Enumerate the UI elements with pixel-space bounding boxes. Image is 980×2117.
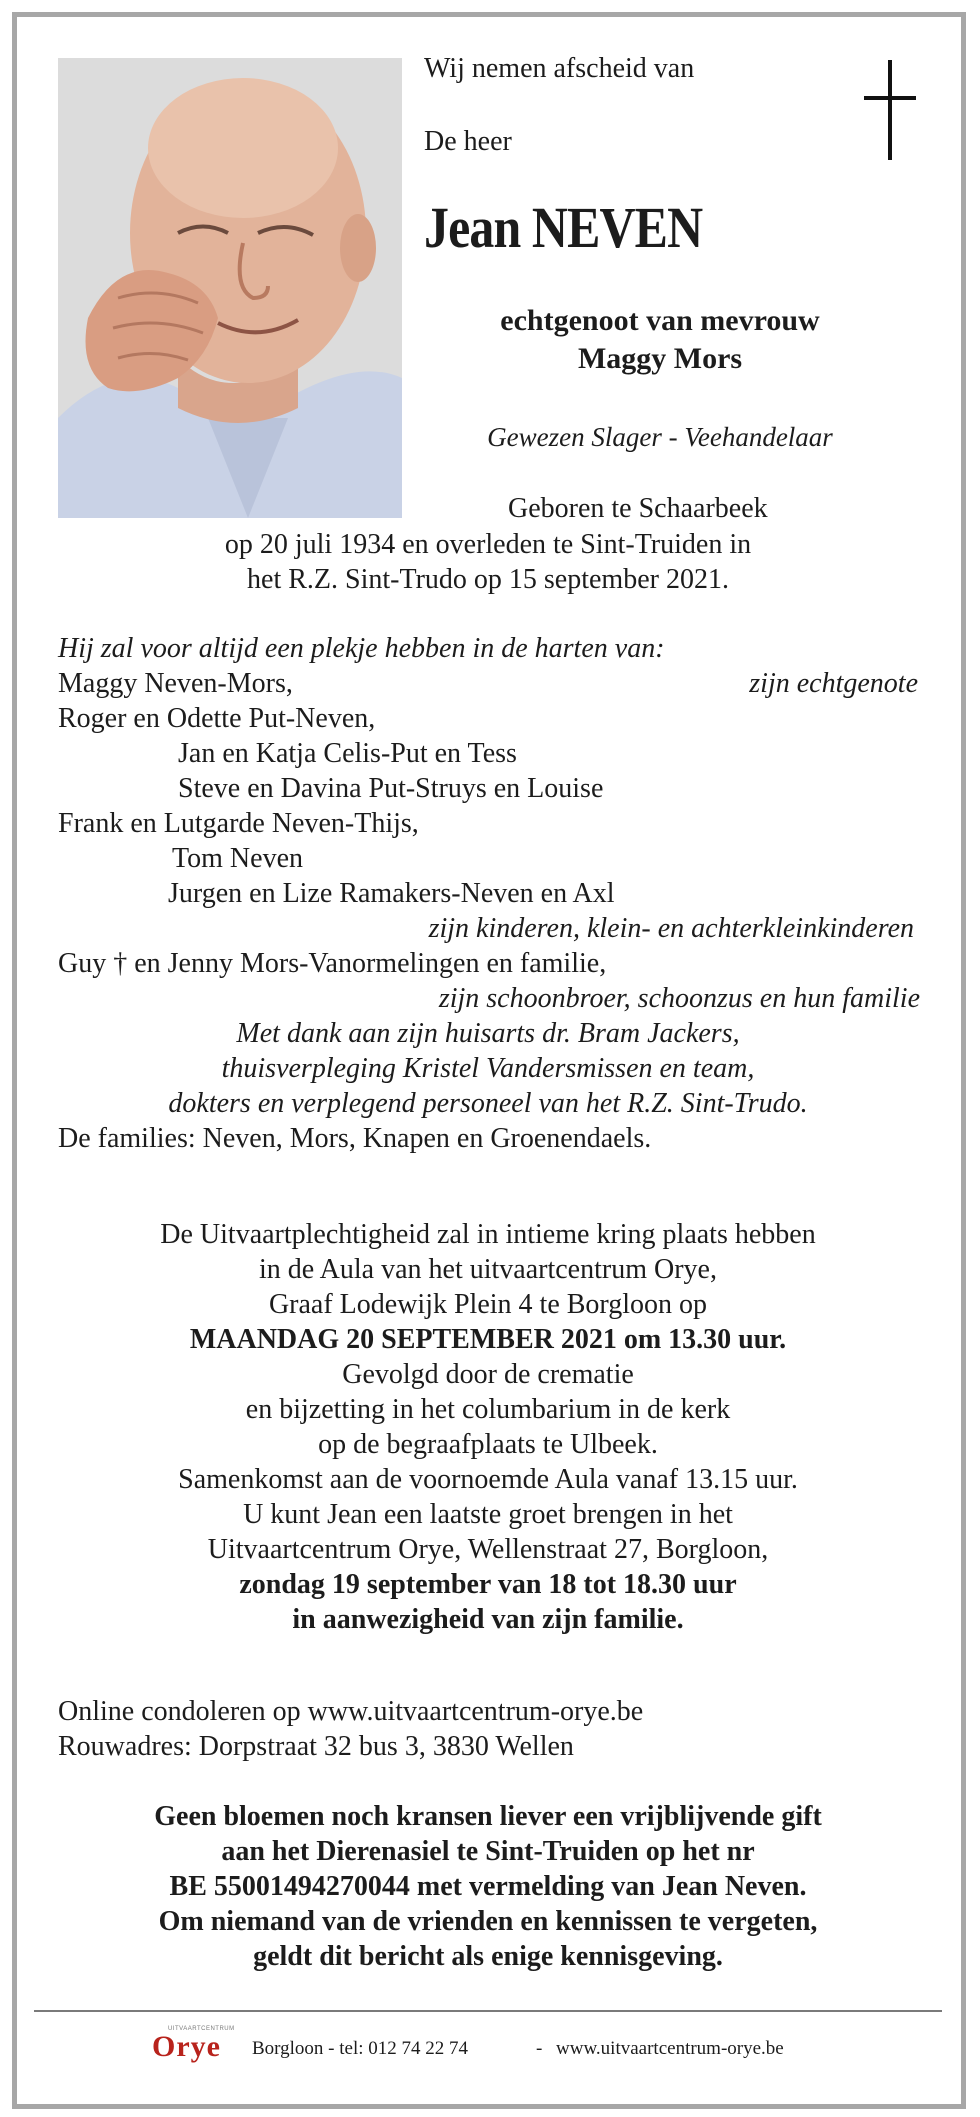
orye-logo	[152, 2026, 235, 2070]
thanks-line-1: Met dank aan zijn huisarts dr. Bram Jackers,	[236, 1018, 740, 1049]
deceased-name: Jean NEVEN	[424, 195, 703, 260]
funeral-line-7: op de begraafplaats te Ulbeek.	[318, 1429, 658, 1460]
funeral-line-10: Uitvaartcentrum Orye, Wellenstraat 27, Borgloon,	[207, 1534, 769, 1565]
logo-wordmark: Orye	[152, 2030, 221, 2063]
in-laws: Guy † en Jenny Mors-Vanormelingen en familie,	[58, 948, 607, 979]
visitation-line-1: zondag 19 september van 18 tot 18.30 uur	[239, 1569, 737, 1600]
portrait-photo	[58, 58, 402, 518]
thanks-line-3: dokters en verplegend personeel van het R.Z. Sint-Trudo.	[168, 1088, 808, 1119]
footer-phone: Borgloon - tel: 012 74 22 74	[252, 2038, 469, 2059]
funeral-line-9: U kunt Jean een laatste groet brengen in het	[243, 1499, 733, 1530]
funeral-line-5: Gevolgd door de crematie	[342, 1359, 634, 1390]
grandchild-1: Jan en Katja Celis-Put en Tess	[178, 738, 517, 769]
spouse-line-1: echtgenoot van mevrouw	[500, 304, 820, 337]
funeral-line-3: Graaf Lodewijk Plein 4 te Borgloon op	[268, 1289, 708, 1320]
visitation-line-2: in aanwezigheid van zijn familie.	[292, 1604, 684, 1635]
families-line: De families: Neven, Mors, Knapen en Groenendaels.	[58, 1123, 652, 1154]
child-1: Roger en Odette Put-Neven,	[58, 703, 376, 734]
footer-divider	[34, 2010, 942, 2012]
grandchild-3: Tom Neven	[172, 843, 304, 874]
funeral-date: MAANDAG 20 SEPTEMBER 2021 om 13.30 uur.	[189, 1324, 787, 1355]
notice-line-3: BE 55001494270044 met vermelding van Jean Neven.	[169, 1871, 807, 1902]
spouse-name: Maggy Neven-Mors,	[58, 668, 293, 699]
notice-line-5: geldt dit bericht als enige kennisgeving.	[253, 1941, 723, 1972]
birth-line-2: op 20 juli 1934 en overleden te Sint-Truiden in	[224, 529, 752, 560]
notice-line-1: Geen bloemen noch kransen liever een vrijblijvende gift	[154, 1801, 822, 1832]
notice-line-4: Om niemand van de vrienden en kennissen te vergeten,	[158, 1906, 818, 1937]
thanks-line-2: thuisverpleging Kristel Vandersmissen en team,	[221, 1053, 755, 1084]
funeral-line-2: in de Aula van het uitvaartcentrum Orye,	[259, 1254, 717, 1285]
child-2: Frank en Lutgarde Neven-Thijs,	[58, 808, 419, 839]
funeral-line-6: en bijzetting in het columbarium in de kerk	[245, 1394, 731, 1425]
intro-text: Wij nemen afscheid van	[424, 53, 695, 84]
honorific: De heer	[424, 126, 512, 157]
footer-separator: -	[536, 2038, 543, 2059]
spouse-role: zijn echtgenote	[749, 668, 918, 699]
in-laws-role: zijn schoonbroer, schoonzus en hun familie	[438, 983, 920, 1014]
online-condolence: Online condoleren op www.uitvaartcentrum-orye.be	[58, 1696, 644, 1727]
grandchild-2: Steve en Davina Put-Struys en Louise	[178, 773, 604, 804]
footer-website[interactable]: www.uitvaartcentrum-orye.be	[556, 2038, 784, 2059]
latin-cross-icon	[864, 60, 916, 160]
grandchild-4: Jurgen en Lize Ramakers-Neven en Axl	[168, 878, 615, 909]
birth-line-3: het R.Z. Sint-Trudo op 15 september 2021.	[247, 564, 729, 595]
notice-line-2: aan het Dierenasiel te Sint-Truiden op het nr	[221, 1836, 755, 1867]
birth-line-1: Geboren te Schaarbeek	[508, 493, 768, 524]
family-intro: Hij zal voor altijd een plekje hebben in de harten van:	[58, 633, 665, 664]
occupation: Gewezen Slager - Veehandelaar	[487, 422, 833, 452]
spouse-line-2: Maggy Mors	[577, 342, 743, 375]
funeral-line-1: De Uitvaartplechtigheid zal in intieme kring plaats hebben	[160, 1219, 816, 1250]
children-role: zijn kinderen, klein- en achterkleinkinderen	[428, 913, 914, 944]
logo-tagline: UITVAARTCENTRUM	[168, 2026, 235, 2032]
mourning-address: Rouwadres: Dorpstraat 32 bus 3, 3830 Wellen	[58, 1731, 574, 1762]
funeral-line-8: Samenkomst aan de voornoemde Aula vanaf 13.15 uur.	[178, 1464, 798, 1495]
